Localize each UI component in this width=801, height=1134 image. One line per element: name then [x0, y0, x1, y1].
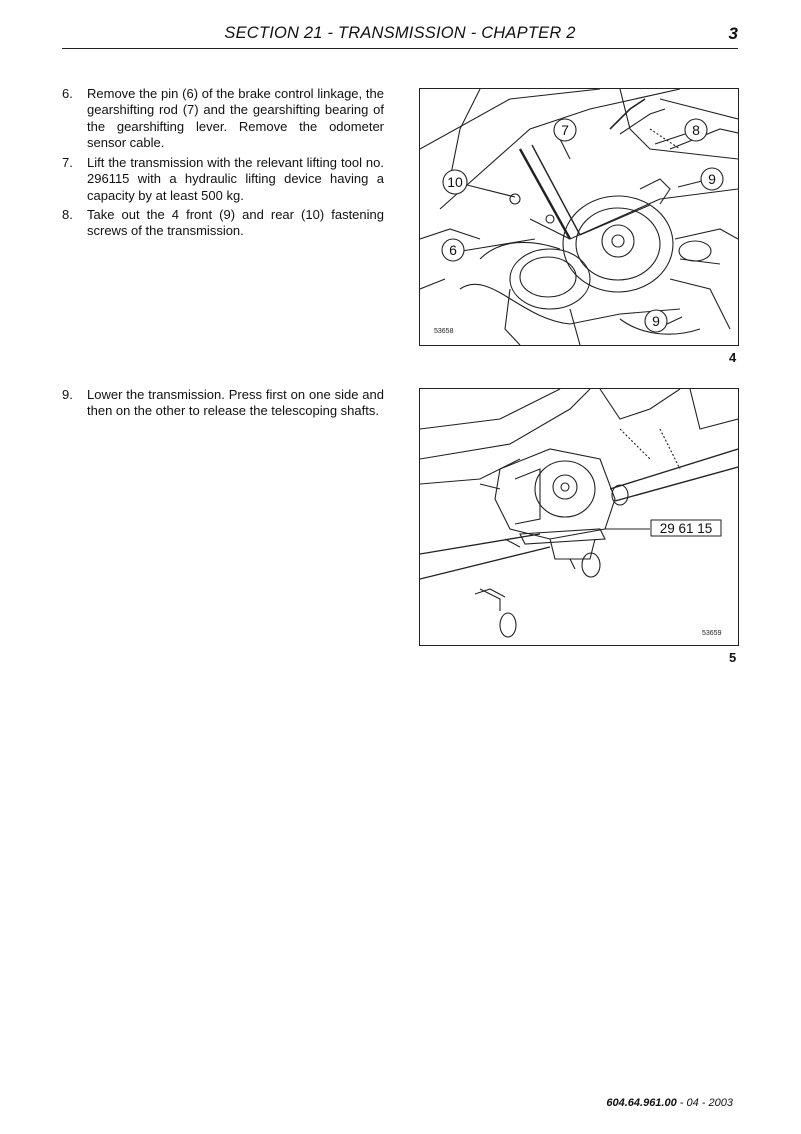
- step-text: Lift the transmission with the relevant lifting tool no. 296115 with a hydraulic lifting device having a capacity by at least 500 kg.: [87, 155, 384, 203]
- tool-label: 29 61 15: [659, 521, 713, 536]
- figure-number: 4: [729, 350, 737, 365]
- step-8: [62, 207, 384, 240]
- doc-date: - 04 - 2003: [676, 1097, 733, 1109]
- callout-9: 9: [708, 171, 716, 187]
- step-number: 8.: [62, 207, 73, 222]
- step-text: Take out the 4 front (9) and rear (10) fastening screws of the transmission.: [87, 207, 384, 239]
- transmission-drawing: [420, 89, 738, 345]
- step-6: [62, 86, 384, 152]
- figure-5-illustration: [419, 388, 739, 646]
- step-text: Remove the pin (6) of the brake control linkage, the gearshifting rod (7) and the gearshifting bearing of the gearshifting lever. Remove the odometer sensor cable.: [87, 86, 384, 151]
- figure-4-illustration: [419, 88, 739, 346]
- callout-6: 6: [449, 242, 457, 258]
- step-number: 9.: [62, 387, 73, 402]
- callout-9-rear: 9: [652, 313, 660, 329]
- page-footer: [606, 1097, 733, 1109]
- lowering-drawing: [420, 389, 738, 645]
- image-code: 53659: [702, 630, 722, 637]
- image-code: 53658: [434, 328, 454, 335]
- page-header: [62, 20, 738, 49]
- callout-7: 7: [561, 122, 569, 138]
- step-number: 7.: [62, 155, 73, 170]
- callout-8: 8: [692, 122, 700, 138]
- step-number: 6.: [62, 86, 73, 101]
- callout-10: 10: [447, 174, 463, 190]
- step-7: [62, 155, 384, 204]
- doc-code: 604.64.961.00: [606, 1097, 677, 1109]
- step-text: Lower the transmission. Press first on one side and then on the other to release the telescoping shafts.: [87, 387, 384, 419]
- figure-number: 5: [729, 650, 737, 665]
- page-number: 3: [728, 24, 738, 43]
- step-9: [62, 387, 384, 420]
- section-title: SECTION 21 - TRANSMISSION - CHAPTER 2: [224, 24, 576, 42]
